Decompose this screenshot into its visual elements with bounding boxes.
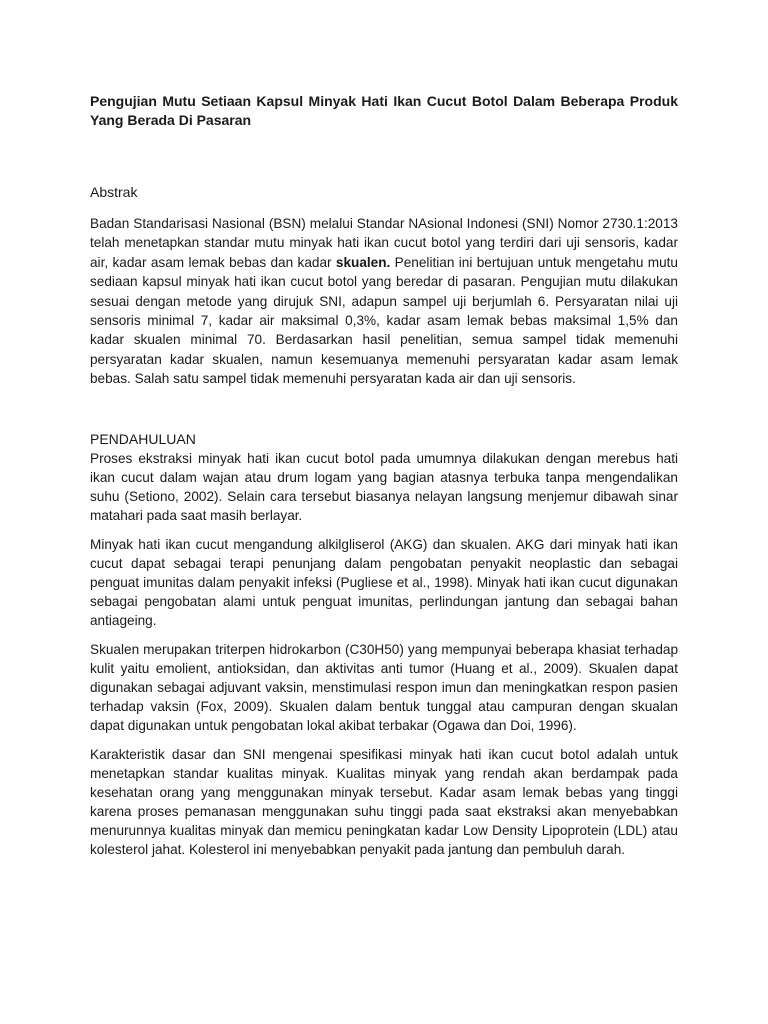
intro-paragraph-4: Karakteristik dasar dan SNI mengenai spesifikasi minyak hati ikan cucut botol adalah untuk menetapkan standar kualitas minyak. Kualitas minyak yang rendah akan berdampak pada kesehatan orang yang menggunakan minyak tersebut. Kadar asam lemak bebas yang tinggi karena proses pemanasan menggunakan suhu tinggi pada saat ekstraksi akan menyebabkan menurunnya kualitas minyak dan memicu peningkatan kadar Low Density Lipoprotein (LDL) atau kolesterol jahat. Kolesterol ini menyebabkan penyakit pada jantung dan pembuluh darah. <box>90 746 678 857</box>
intro-paragraph-2: Minyak hati ikan cucut mengandung alkilgliserol (AKG) dan skualen. AKG dari minyak hati ikan cucut dapat sebagai terapi penunjang dalam pengobatan penyakit neoplastic dan sebagai penguat imunitas dalam penyakit infeksi (Pugliese et al., 1998). Minyak hati ikan cucut digunakan sebagai pengobatan alami untuk penguat imunitas, perlindungan jantung dan sebagai bahan antiageing. <box>90 536 678 628</box>
abstract-text-part-2: Penelitian ini bertujuan untuk mengetahu mutu sediaan kapsul minyak hati ikan cucut botol yang beredar di pasaran. Pengujian mutu dilakukan sesuai dengan metode yang dirujuk SNI, adapun sampel uji berjumlah 6. Persyaratan nilai uji sensoris minimal 7, kadar air maksimal 0,3%, kadar asam lemak bebas maksimal 1,5% dan kadar skualen minimal 70. Berdasarkan hasil penelitian, semua sampel tidak memenuhi persyaratan kadar skualen, namun kesemuanya memenuhi persyaratan kadar asam lemak bebas. Salah satu sampel tidak memenuhi persyaratan kada air dan uji sensoris. <box>90 254 678 387</box>
intro-paragraph-1: Proses ekstraksi minyak hati ikan cucut botol pada umumnya dilakukan dengan merebus hati ikan cucut dalam wajan atau drum logam yang bagian atasnya terbuka tanpa mengendalikan suhu (Setiono, 2002). Selain cara tersebut biasanya nelayan langsung menjemur dibawah sinar matahari pada saat masih berlayar. <box>90 450 678 523</box>
paper-title: Pengujian Mutu Setiaan Kapsul Minyak Hati Ikan Cucut Botol Dalam Beberapa Produk Yang Berada Di Pasaran <box>90 93 678 128</box>
abstract-bold-term: skualen. <box>335 254 391 270</box>
abstract-text-part-1: Badan Standarisasi Nasional (BSN) melalui Standar NAsional Indonesi (SNI) Nomor 2730.1:2013 telah menetapkan standar mutu minyak hati ikan cucut botol yang terdiri dari uji sensoris, kadar air, kadar asam lemak bebas dan kadar <box>90 216 678 270</box>
section-heading-introduction: PENDAHULUAN <box>90 430 196 447</box>
intro-paragraph-3: Skualen merupakan triterpen hidrokarbon (C30H50) yang mempunyai beberapa khasiat terhadap kulit yaitu emolient, antioksidan, dan aktivitas anti tumor (Huang et al., 2009). Skualen dapat digunakan sebagai adjuvant vaksin, menstimulasi respon imun dan meningkatkan respon pasien terhadap vaksin (Fox, 2009). Skualen dalam bentuk tunggal atau campuran dengan skualan dapat digunakan untuk pengobatan lokal akibat terbakar (Ogawa dan Doi, 1996). <box>90 641 678 733</box>
abstract-text <box>90 214 678 389</box>
abstract-heading: Abstrak <box>90 184 138 200</box>
document-content <box>90 92 678 869</box>
